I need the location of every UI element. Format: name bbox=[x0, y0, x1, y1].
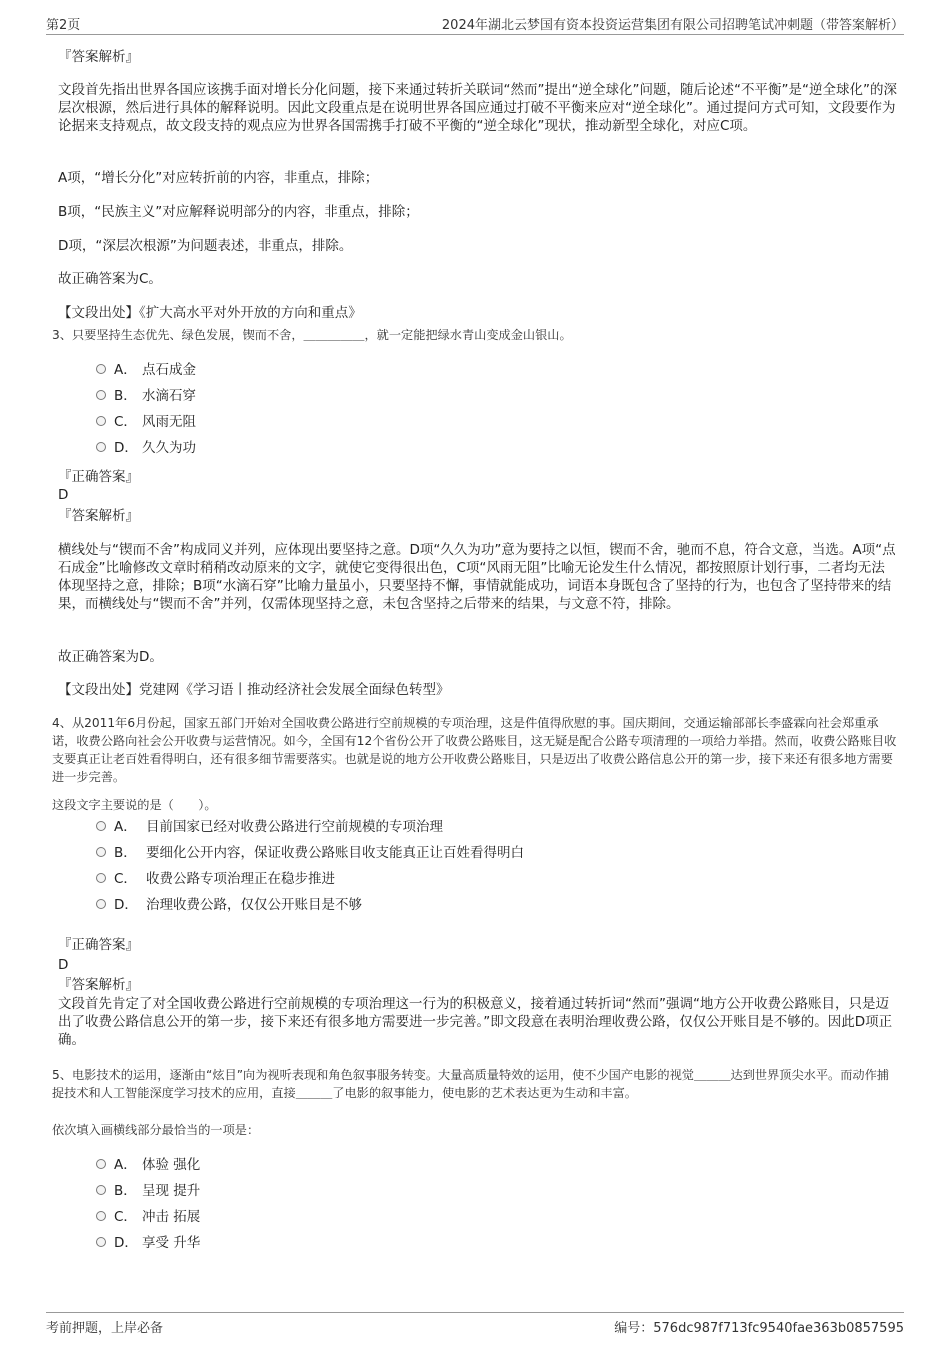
radio-icon[interactable] bbox=[96, 416, 106, 426]
document-title: 2024年湖北云梦国有资本投资运营集团有限公司招聘笔试冲刺题（带答案解析） bbox=[441, 18, 904, 33]
q3-question: 3、只要坚持生态优先、绿色发展，锲而不舍，＿＿＿＿＿，就一定能把绿水青山变成金山银山。 bbox=[52, 328, 572, 342]
q3-option-c[interactable]: C． 风雨无阻 bbox=[96, 413, 196, 431]
q5-question: 5、电影技术的运用，逐渐由“炫目”向为视听表现和角色叙事服务转变。大量高质量特效的运用，使不少国产电影的视觉＿＿＿达到世界顶尖水平。而动作捕捉技术和人工智能深度学习技术的应用，直接＿＿＿了电影的叙事能力，使电影的艺术表达更为生动和丰富。 bbox=[52, 1068, 889, 1100]
footer-slogan: 考前押题，上岸必备 bbox=[46, 1321, 164, 1336]
q3-answer-label: 『正确答案』 bbox=[58, 469, 139, 485]
q3-source: 【文段出处】党建网《学习语丨推动经济社会发展全面绿色转型》 bbox=[58, 682, 450, 698]
radio-icon[interactable] bbox=[96, 1159, 106, 1169]
q5-option-d[interactable]: D． 享受 升华 bbox=[96, 1234, 200, 1252]
q4-prompt: 这段文字主要说的是（ ）。 bbox=[52, 798, 217, 812]
q4-option-b[interactable]: B． 要细化公开内容，保证收费公路账目收支能真正让百姓看得明白 bbox=[96, 844, 524, 862]
q4-explain-label: 『答案解析』 bbox=[58, 977, 139, 993]
q2-source: 【文段出处】《扩大高水平对外开放的方向和重点》 bbox=[58, 305, 362, 321]
q2-option-d-note: D项，“深层次根源”为问题表述，非重点，排除。 bbox=[58, 238, 353, 254]
q3-conclusion: 故正确答案为D。 bbox=[58, 649, 163, 665]
q2-conclusion: 故正确答案为C。 bbox=[58, 271, 162, 287]
radio-icon[interactable] bbox=[96, 390, 106, 400]
q5-prompt: 依次填入画横线部分最恰当的一项是： bbox=[52, 1123, 260, 1137]
q4-option-a[interactable]: A． 目前国家已经对收费公路进行空前规模的专项治理 bbox=[96, 818, 443, 836]
document-code: 编号：576dc987f713fc9540fae363b0857595 bbox=[614, 1321, 904, 1336]
radio-icon[interactable] bbox=[96, 899, 106, 909]
q4-option-c[interactable]: C． 收费公路专项治理正在稳步推进 bbox=[96, 870, 335, 888]
radio-icon[interactable] bbox=[96, 873, 106, 883]
radio-icon[interactable] bbox=[96, 1237, 106, 1247]
page-number: 第2页 bbox=[46, 18, 81, 33]
q3-option-a[interactable]: A． 点石成金 bbox=[96, 361, 196, 379]
radio-icon[interactable] bbox=[96, 821, 106, 831]
radio-icon[interactable] bbox=[96, 1185, 106, 1195]
q5-option-a[interactable]: A． 体验 强化 bbox=[96, 1156, 200, 1174]
q5-option-c[interactable]: C． 冲击 拓展 bbox=[96, 1208, 200, 1226]
q2-option-a-note: A项，“增长分化”对应转折前的内容，非重点，排除； bbox=[58, 170, 379, 186]
q5-option-b[interactable]: B． 呈现 提升 bbox=[96, 1182, 200, 1200]
q2-option-b-note: B项，“民族主义”对应解释说明部分的内容，非重点，排除； bbox=[58, 204, 419, 220]
radio-icon[interactable] bbox=[96, 847, 106, 857]
q4-option-d[interactable]: D． 治理收费公路，仅仅公开账目是不够 bbox=[96, 896, 362, 914]
q4-explain-text: 文段首先肯定了对全国收费公路进行空前规模的专项治理这一行为的积极意义，接着通过转折词“然而”强调“地方公开收费公路账目，只是迈出了收费公路信息公开的第一步，接下来还有很多地方需要进一步完善。”即文段意在表明治理收费公路，仅仅公开账目是不够的。因此D项正确。 bbox=[58, 996, 893, 1048]
radio-icon[interactable] bbox=[96, 364, 106, 374]
q2-explain-label: 『答案解析』 bbox=[58, 49, 139, 65]
q3-answer: D bbox=[58, 487, 69, 503]
q4-answer-label: 『正确答案』 bbox=[58, 937, 139, 953]
page-header bbox=[46, 12, 904, 35]
radio-icon[interactable] bbox=[96, 442, 106, 452]
q2-explain-text: 文段首先指出世界各国应该携手面对增长分化问题，接下来通过转折关联词“然而”提出“逆全球化”问题，随后论述“不平衡”是“逆全球化”的深层次根源，然后进行具体的解释说明。因此文段重点是在说明世界各国应通过打破不平衡来应对“逆全球化”。通过提问方式可知，文段要作为论据来支持观点，故文段支持的观点应为世界各国需携手打破不平衡的“逆全球化”现状，推动新型全球化，对应C项。 bbox=[58, 82, 897, 134]
q3-option-d[interactable]: D． 久久为功 bbox=[96, 439, 196, 457]
q4-question: 4、从2011年6月份起，国家五部门开始对全国收费公路进行空前规模的专项治理，这是件值得欣慰的事。国庆期间，交通运输部部长李盛霖向社会郑重承诺，收费公路向社会公开收费与运营情况。如今，全国有12个省份公开了收费公路账目，这无疑是配合公路专项清理的一项给力举措。然而，收费公路账目收支要真正让老百姓看得明白，还有很多细节需要落实。也就是说的地方公开收费公路账目，只是迈出了收费公路信息公开的第一步，接下来还有很多地方需要进一步完善。 bbox=[52, 716, 897, 784]
q3-explain-label: 『答案解析』 bbox=[58, 508, 139, 524]
q3-option-b[interactable]: B． 水滴石穿 bbox=[96, 387, 196, 405]
q4-answer: D bbox=[58, 957, 69, 973]
page-footer bbox=[46, 1312, 904, 1337]
radio-icon[interactable] bbox=[96, 1211, 106, 1221]
q3-explain-text: 横线处与“锲而不舍”构成同义并列，应体现出要坚持之意。D项“久久为功”意为要持之以恒，锲而不舍，驰而不息，符合文意，当选。A项“点石成金”比喻修改文章时稍稍改动原来的文字，就使它变得很出色，C项“风雨无阻”比喻无论发生什么情况，都按照原计划行事，二者均无法体现坚持之意，排除；B项“水滴石穿”比喻力量虽小，只要坚持不懈，事情就能成功，词语本身既包含了坚持的行为，也包含了坚持带来的结果，而横线处与“锲而不舍”并列，仅需体现坚持之意，未包含坚持之后带来的结果，与文意不符，排除。 bbox=[58, 542, 896, 612]
